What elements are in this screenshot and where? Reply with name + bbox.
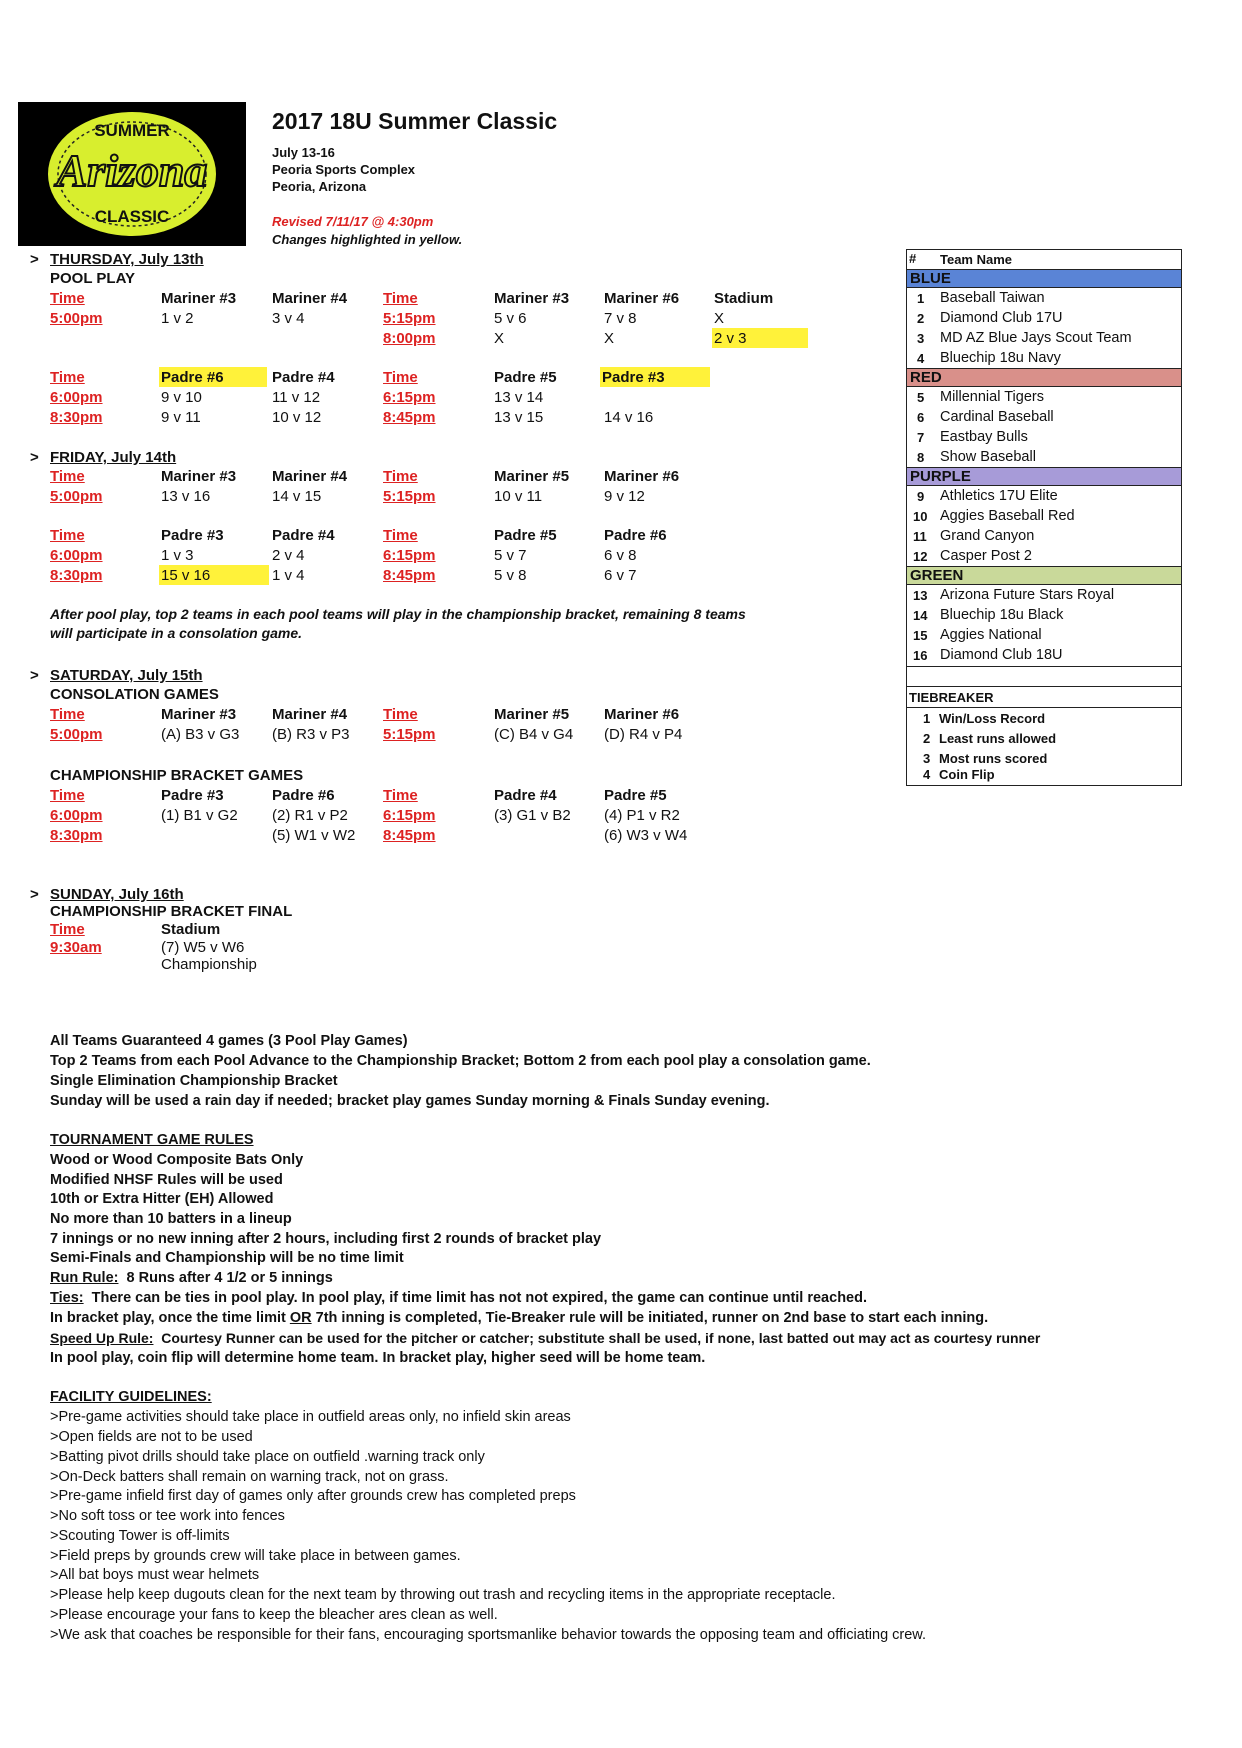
event-dates: July 13-16 (272, 145, 335, 160)
team-name: Aggies Baseball Red (940, 508, 1075, 524)
speed-up-line (50, 1330, 1040, 1346)
team-name: Show Baseball (940, 449, 1036, 465)
field-header: Mariner #5 (494, 468, 570, 485)
matchup: (1) B1 v G2 (161, 807, 238, 824)
field-header: Padre #5 (604, 787, 667, 804)
matchup: 2 v 4 (272, 547, 305, 564)
facility-line: >Batting pivot drills should take place on outfield .warning track only (50, 1449, 485, 1465)
tiebreaker-text: Most runs scored (939, 751, 1048, 766)
time-header: Time (50, 527, 85, 544)
team-row (907, 507, 1181, 527)
team-number: 13 (913, 588, 928, 603)
team-name: Casper Post 2 (940, 548, 1032, 564)
time-header: Time (50, 290, 85, 307)
pool-play-note: will participate in a consolation game. (50, 625, 303, 641)
team-name: Bluechip 18u Navy (940, 350, 1061, 366)
pool-red-band: RED (907, 368, 1181, 387)
run-rule-label: Run Rule: (50, 1270, 119, 1286)
consolation-heading: CONSOLATION GAMES (50, 686, 219, 703)
team-name-header: Team Name (940, 252, 1013, 267)
field-header: Stadium (714, 290, 774, 307)
team-number: 3 (917, 331, 925, 346)
game-time: 6:15pm (383, 547, 436, 564)
team-name: Diamond Club 18U (940, 647, 1063, 663)
matchup: 1 v 3 (161, 547, 194, 564)
matchup: 9 v 12 (604, 488, 645, 505)
game-time: 5:15pm (383, 310, 436, 327)
team-row (907, 586, 1181, 606)
matchup: 1 v 4 (272, 567, 305, 584)
field-header: Stadium (161, 921, 221, 938)
team-name: Millennial Tigers (940, 389, 1044, 405)
team-row (907, 289, 1181, 309)
game-time: 6:15pm (383, 389, 436, 406)
team-row (907, 388, 1181, 408)
game-time: 8:45pm (383, 409, 436, 426)
facility-line: >Field preps by grounds crew will take place in between games. (50, 1548, 461, 1564)
ties-label: Ties: (50, 1290, 84, 1306)
matchup: 13 v 14 (494, 389, 544, 406)
team-name: Cardinal Baseball (940, 409, 1054, 425)
time-header: Time (50, 369, 85, 386)
rule-line: Wood or Wood Composite Bats Only (50, 1152, 304, 1168)
final-heading: CHAMPIONSHIP BRACKET FINAL (50, 903, 293, 920)
field-header: Mariner #4 (272, 468, 348, 485)
team-name: Athletics 17U Elite (940, 488, 1058, 504)
matchup: (7) W5 v W6 (161, 939, 245, 956)
speed-up-label: Speed Up Rule: (50, 1330, 154, 1346)
revised-note: Revised 7/11/17 @ 4:30pm (272, 214, 434, 229)
tiebreaker-row (907, 729, 1181, 749)
game-time: 5:00pm (50, 726, 103, 743)
matchup: 13 v 16 (161, 488, 211, 505)
facility-line: >Please help keep dugouts clean for the next team by throwing out trash and recycling items in the appropriate receptacle. (50, 1587, 836, 1603)
matchup: (4) P1 v R2 (604, 807, 680, 824)
game-time: 6:15pm (383, 807, 436, 824)
team-number: 8 (917, 450, 925, 465)
field-header: Padre #4 (494, 787, 557, 804)
game-time: 8:45pm (383, 567, 436, 584)
team-name: Diamond Club 17U (940, 310, 1063, 326)
team-table (906, 249, 1182, 786)
team-row (907, 349, 1181, 369)
team-table-header (907, 250, 1181, 270)
team-number: 15 (913, 628, 928, 643)
team-row (907, 448, 1181, 468)
team-number: 2 (917, 311, 925, 326)
pool-play-note: After pool play, top 2 teams in each pool teams will play in the championship bracket, remaining 8 teams (50, 606, 746, 622)
team-row (907, 646, 1181, 666)
time-header: Time (383, 290, 418, 307)
logo-bottom-text: CLASSIC (94, 207, 170, 226)
field-header: Padre #6 (272, 787, 335, 804)
game-time: 6:00pm (50, 389, 103, 406)
matchup: (D) R4 v P4 (604, 726, 683, 743)
team-number: 11 (913, 529, 927, 544)
team-number: 14 (913, 608, 928, 623)
field-header: Padre #3 (161, 527, 224, 544)
tiebreaker-heading-row (907, 688, 1181, 708)
team-name: Eastbay Bulls (940, 429, 1028, 445)
divider (907, 686, 1181, 687)
field-header: Padre #4 (272, 527, 335, 544)
day-marker: > (30, 251, 39, 268)
matchup: 7 v 8 (604, 310, 637, 327)
championship-bracket-heading: CHAMPIONSHIP BRACKET GAMES (50, 767, 304, 784)
final-label: Championship (161, 956, 257, 973)
time-header: Time (50, 787, 85, 804)
facility-heading: FACILITY GUIDELINES: (50, 1389, 212, 1405)
sunday-heading: SUNDAY, July 16th (50, 886, 184, 903)
team-row (907, 487, 1181, 507)
game-time: 6:00pm (50, 547, 103, 564)
rule-line: 10th or Extra Hitter (EH) Allowed (50, 1191, 274, 1207)
matchup: 9 v 11 (161, 409, 201, 426)
rule-line: No more than 10 batters in a lineup (50, 1211, 292, 1227)
arizona-summer-classic-logo (18, 102, 246, 246)
time-header: Time (50, 921, 85, 938)
facility-line: >On-Deck batters shall remain on warning track, not on grass. (50, 1469, 449, 1485)
game-time: 9:30am (50, 939, 102, 956)
team-number: 10 (913, 509, 928, 524)
team-row (907, 606, 1181, 626)
matchup: 13 v 15 (494, 409, 544, 426)
run-rule-text: 8 Runs after 4 1/2 or 5 innings (126, 1270, 333, 1286)
field-header: Mariner #4 (272, 290, 348, 307)
day-marker: > (30, 886, 39, 903)
time-header: Time (383, 468, 418, 485)
logo-main-text: Arizona (56, 145, 208, 196)
ties-text: There can be ties in pool play. In pool play, if time limit has not not expired, the game can continue until reached. (91, 1290, 867, 1306)
team-name: Arizona Future Stars Royal (940, 587, 1115, 603)
pool-play-heading: POOL PLAY (50, 270, 136, 287)
logo-top-text: SUMMER (94, 121, 170, 140)
run-rule-line (50, 1270, 333, 1286)
time-header: Time (383, 787, 418, 804)
matchup: 6 v 7 (604, 567, 637, 584)
matchup: 6 v 8 (604, 547, 637, 564)
matchup: (5) W1 v W2 (272, 827, 356, 844)
team-number: 16 (913, 648, 928, 663)
field-header: Padre #3 (161, 787, 224, 804)
time-header: Time (383, 369, 418, 386)
ties-line (50, 1290, 867, 1306)
team-name: Aggies National (940, 627, 1042, 643)
matchup: 1 v 2 (161, 310, 194, 327)
event-venue: Peoria Sports Complex (272, 162, 416, 177)
saturday-heading: SATURDAY, July 15th (50, 667, 203, 684)
team-number: 7 (917, 430, 925, 445)
general-info-line: Single Elimination Championship Bracket (50, 1073, 338, 1089)
game-time: 5:00pm (50, 310, 103, 327)
matchup: (C) B4 v G4 (494, 726, 574, 743)
thursday-heading: THURSDAY, July 13th (50, 251, 204, 268)
team-number: 1 (917, 291, 925, 306)
team-row (907, 626, 1181, 646)
field-header-changed: Padre #3 (600, 367, 710, 387)
matchup: 5 v 7 (494, 547, 527, 564)
field-header: Mariner #6 (604, 706, 680, 723)
game-time: 8:30pm (50, 827, 103, 844)
field-header: Mariner #3 (161, 706, 237, 723)
rule-line: Semi-Finals and Championship will be no time limit (50, 1250, 404, 1266)
time-header: Time (383, 527, 418, 544)
facility-line: >Please encourage your fans to keep the bleacher ares clean as well. (50, 1607, 498, 1623)
tiebreaker-row (907, 765, 1181, 785)
field-header: Mariner #3 (494, 290, 570, 307)
rule-line: 7 innings or no new inning after 2 hours, including first 2 rounds of bracket play (50, 1231, 602, 1247)
bracket-text: 7th inning is completed, Tie-Breaker rule will be initiated, runner on 2nd base to start each inning. (311, 1310, 989, 1326)
field-header: Mariner #6 (604, 290, 680, 307)
team-name: Grand Canyon (940, 528, 1035, 544)
team-row (907, 408, 1181, 428)
game-time: 6:00pm (50, 807, 103, 824)
bracket-text: In bracket play, once the time limit (50, 1310, 290, 1326)
team-row (907, 329, 1181, 349)
tiebreaker-number: 4 (923, 767, 931, 782)
general-info-line: Top 2 Teams from each Pool Advance to the Championship Bracket; Bottom 2 from each pool play a consolation game. (50, 1053, 871, 1069)
team-row (907, 428, 1181, 448)
matchup: 10 v 12 (272, 409, 322, 426)
field-header: Mariner #4 (272, 706, 348, 723)
game-time: 8:30pm (50, 567, 103, 584)
hash-header: # (909, 251, 917, 266)
team-name: Baseball Taiwan (940, 290, 1045, 306)
matchup: (3) G1 v B2 (494, 807, 571, 824)
matchup: (A) B3 v G3 (161, 726, 240, 743)
divider (907, 666, 1181, 667)
logo-graphic (18, 102, 246, 246)
matchup: X (714, 310, 725, 327)
matchup: 14 v 16 (604, 409, 654, 426)
time-header: Time (50, 706, 85, 723)
tiebreaker-number: 2 (923, 731, 931, 746)
speed-up-text: Courtesy Runner can be used for the pitcher or catcher; substitute shall be used, if none, last batted out may act as courtesy runner (161, 1330, 1041, 1346)
team-number: 9 (917, 489, 925, 504)
matchup-changed: 2 v 3 (712, 328, 808, 348)
matchup: (6) W3 v W4 (604, 827, 688, 844)
team-row (907, 527, 1181, 547)
facility-line: >Pre-game activities should take place in outfield areas only, no infield skin areas (50, 1409, 571, 1425)
game-time: 8:30pm (50, 409, 103, 426)
field-header: Padre #5 (494, 369, 557, 386)
page-title: 2017 18U Summer Classic (272, 108, 558, 134)
matchup: X (604, 330, 615, 347)
day-marker: > (30, 449, 39, 466)
pool-purple-band: PURPLE (907, 467, 1181, 486)
field-header: Padre #6 (604, 527, 667, 544)
pool-green-band: GREEN (907, 566, 1181, 585)
bracket-or: OR (289, 1310, 312, 1326)
event-city: Peoria, Arizona (272, 179, 367, 194)
field-header: Mariner #3 (161, 290, 237, 307)
changes-note: Changes highlighted in yellow. (272, 232, 463, 247)
field-header: Mariner #5 (494, 706, 570, 723)
matchup: X (494, 330, 505, 347)
facility-line: >We ask that coaches be responsible for their fans, encouraging sportsmanlike behavior towards the opposing team and officiating crew. (50, 1627, 927, 1643)
field-header: Mariner #3 (161, 468, 237, 485)
day-marker: > (30, 667, 39, 684)
tiebreaker-number: 1 (923, 711, 931, 726)
divider (907, 707, 1181, 708)
matchup: 3 v 4 (272, 310, 305, 327)
field-header: Padre #5 (494, 527, 557, 544)
facility-line: >All bat boys must wear helmets (50, 1567, 260, 1583)
game-time: 5:00pm (50, 488, 103, 505)
team-number: 5 (917, 390, 925, 405)
matchup: 10 v 11 (494, 488, 543, 505)
friday-heading: FRIDAY, July 14th (50, 449, 177, 466)
time-header: Time (383, 706, 418, 723)
field-header-changed: Padre #6 (159, 367, 267, 387)
team-name: Bluechip 18u Black (940, 607, 1064, 623)
tiebreaker-text: Coin Flip (939, 767, 995, 782)
team-name: MD AZ Blue Jays Scout Team (940, 330, 1132, 346)
team-number: 12 (913, 549, 928, 564)
team-number: 4 (917, 351, 925, 366)
facility-line: >Open fields are not to be used (50, 1429, 253, 1445)
team-number: 6 (917, 410, 925, 425)
tiebreaker-heading: TIEBREAKER (909, 690, 994, 705)
pool-blue-band: BLUE (907, 269, 1181, 288)
tiebreaker-text: Win/Loss Record (939, 711, 1046, 726)
general-info-line: All Teams Guaranteed 4 games (3 Pool Play Games) (50, 1033, 408, 1049)
game-time: 8:00pm (383, 330, 436, 347)
field-header: Padre #4 (272, 369, 335, 386)
matchup: 11 v 12 (272, 389, 321, 406)
bracket-line (50, 1310, 988, 1326)
facility-line: >Pre-game infield first day of games only after grounds crew has completed preps (50, 1488, 576, 1504)
rules-heading: TOURNAMENT GAME RULES (50, 1132, 254, 1148)
game-time: 5:15pm (383, 488, 436, 505)
tiebreaker-text: Least runs allowed (939, 731, 1057, 746)
home-team-line: In pool play, coin flip will determine home team. In bracket play, higher seed will be home team. (50, 1350, 706, 1366)
matchup: 5 v 6 (494, 310, 527, 327)
matchup: (2) R1 v P2 (272, 807, 348, 824)
time-header: Time (50, 468, 85, 485)
matchup: 9 v 10 (161, 389, 202, 406)
rule-line: Modified NHSF Rules will be used (50, 1172, 283, 1188)
team-row (907, 547, 1181, 567)
game-time: 5:15pm (383, 726, 436, 743)
matchup: 5 v 8 (494, 567, 527, 584)
facility-line: >Scouting Tower is off-limits (50, 1528, 230, 1544)
tiebreaker-number: 3 (923, 751, 931, 766)
matchup-changed: 15 v 16 (159, 565, 269, 585)
matchup: 14 v 15 (272, 488, 322, 505)
team-row (907, 309, 1181, 329)
game-time: 8:45pm (383, 827, 436, 844)
field-header: Mariner #6 (604, 468, 680, 485)
tiebreaker-row (907, 709, 1181, 729)
general-info-line: Sunday will be used a rain day if needed; bracket play games Sunday morning & Finals Sunday evening. (50, 1093, 770, 1109)
matchup: (B) R3 v P3 (272, 726, 350, 743)
facility-line: >No soft toss or tee work into fences (50, 1508, 285, 1524)
